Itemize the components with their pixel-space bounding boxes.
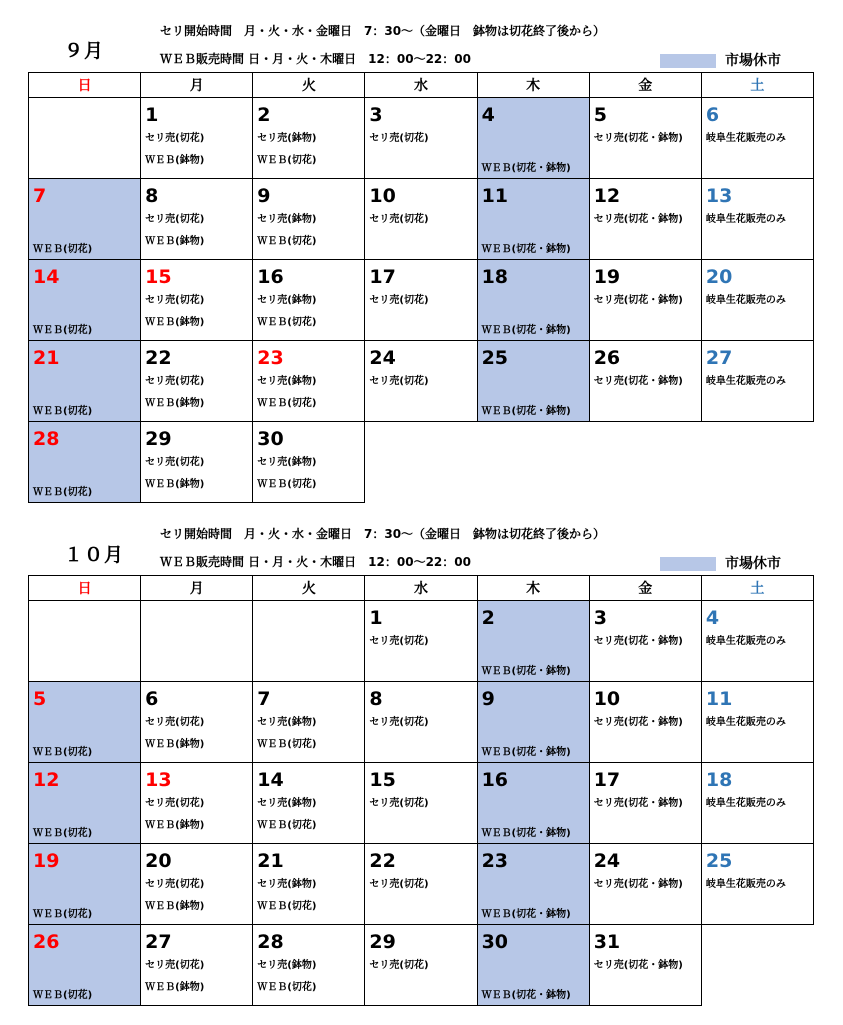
calendar-day (141, 682, 253, 763)
day-web-info: ＷＥＢ(切花) (33, 406, 93, 417)
calendar-week-row (29, 601, 814, 682)
day-web-info: ＷＥＢ(切花) (33, 244, 93, 255)
calendar-day-closed (477, 98, 589, 179)
day-web-info: ＷＥＢ(切花) (257, 982, 317, 993)
calendar-day (701, 682, 813, 763)
weekday-header-row (29, 576, 814, 601)
day-web-info: ＷＥＢ(鉢物) (145, 398, 205, 409)
legend-closed-label: 市場休市 (725, 53, 781, 69)
calendar-day (141, 925, 253, 1006)
day-number: 20 (705, 266, 733, 288)
calendar-day (589, 763, 701, 844)
day-sale-info: セリ売(鉢物) (257, 457, 317, 468)
day-sale-info: セリ売(切花) (369, 717, 429, 728)
day-sale-info: セリ売(切花) (145, 133, 205, 144)
day-number: 29 (369, 931, 396, 953)
day-sale-info: セリ売(切花) (369, 879, 429, 890)
calendar-day (365, 682, 477, 763)
day-sale-info: セリ売(切花・鉢物) (593, 295, 683, 306)
day-sale-info: セリ売(切花) (145, 214, 205, 225)
day-number: 6 (145, 688, 159, 710)
day-web-info: ＷＥＢ(切花・鉢物) (481, 747, 571, 758)
calendar-day (365, 844, 477, 925)
day-web-info: ＷＥＢ(鉢物) (145, 479, 205, 490)
calendar-day (701, 763, 813, 844)
calendar-grid (28, 72, 814, 503)
day-web-info: ＷＥＢ(鉢物) (145, 155, 205, 166)
day-web-info: ＷＥＢ(切花・鉢物) (481, 406, 571, 417)
day-web-info: ＷＥＢ(切花) (33, 909, 93, 920)
calendar-day (589, 844, 701, 925)
calendar-day (589, 341, 701, 422)
weekday-fri: 金 (589, 576, 701, 601)
day-sale-info: セリ売(鉢物) (257, 376, 317, 387)
calendar-day (701, 179, 813, 260)
day-number: 9 (257, 185, 271, 207)
day-number: 22 (369, 850, 396, 872)
calendar-week-row (29, 844, 814, 925)
auction-hours-info: セリ開始時間 月・火・水・金曜日 7：30～（金曜日 鉢物は切花終了後から） (160, 527, 606, 541)
calendar-day (141, 422, 253, 503)
day-number: 15 (145, 266, 172, 288)
day-number: 16 (257, 266, 284, 288)
day-number: 22 (145, 347, 172, 369)
day-number: 5 (593, 104, 607, 126)
calendar-day (701, 341, 813, 422)
calendar-blank-cell (701, 422, 813, 503)
calendar-day-closed (477, 341, 589, 422)
calendar-day (141, 260, 253, 341)
calendar-day (365, 179, 477, 260)
weekday-wed: 水 (365, 73, 477, 98)
day-number: 19 (33, 850, 60, 872)
calendar-day (141, 98, 253, 179)
day-web-info: ＷＥＢ(切花) (257, 479, 317, 490)
calendar-week-row (29, 925, 814, 1006)
calendar-blank-cell (477, 422, 589, 503)
day-sale-info: セリ売(切花) (145, 960, 205, 971)
day-number: 17 (593, 769, 621, 791)
day-number: 21 (257, 850, 284, 872)
day-web-info: ＷＥＢ(切花) (33, 325, 93, 336)
day-sale-info: 岐阜生花販売のみ (705, 798, 786, 809)
day-number: 18 (481, 266, 509, 288)
day-number: 3 (369, 104, 383, 126)
calendar-day-closed (477, 260, 589, 341)
day-sale-info: セリ売(鉢物) (257, 960, 317, 971)
calendar-day (701, 98, 813, 179)
day-number: 13 (705, 185, 733, 207)
calendar-empty-cell (141, 601, 253, 682)
calendar-day-closed (477, 925, 589, 1006)
weekday-thu: 木 (477, 73, 589, 98)
day-sale-info: セリ売(切花) (369, 295, 429, 306)
day-number: 14 (33, 266, 60, 288)
calendar-day (701, 260, 813, 341)
day-number: 11 (705, 688, 733, 710)
day-number: 28 (33, 428, 60, 450)
calendar-week-row (29, 98, 814, 179)
day-sale-info: セリ売(切花) (145, 879, 205, 890)
day-sale-info: 岐阜生花販売のみ (705, 717, 786, 728)
day-web-info: ＷＥＢ(鉢物) (145, 982, 205, 993)
calendar-day (253, 341, 365, 422)
day-number: 14 (257, 769, 284, 791)
calendar-day-closed (29, 341, 141, 422)
month-title: １０月 (64, 544, 125, 566)
day-number: 9 (481, 688, 495, 710)
weekday-sat: 土 (701, 576, 813, 601)
day-sale-info: セリ売(切花) (369, 133, 429, 144)
day-web-info: ＷＥＢ(鉢物) (145, 820, 205, 831)
calendar-day (365, 341, 477, 422)
legend-closed-swatch (660, 54, 716, 68)
day-number: 21 (33, 347, 60, 369)
calendar-week-row (29, 179, 814, 260)
day-number: 2 (481, 607, 495, 629)
calendar-blank-cell (365, 422, 477, 503)
calendar-week-row (29, 341, 814, 422)
day-sale-info: セリ売(切花・鉢物) (593, 214, 683, 225)
calendar-day-closed (477, 682, 589, 763)
web-hours-info: ＷＥＢ販売時間 日・月・火・木曜日 12：00～22：00 (160, 52, 471, 66)
day-web-info: ＷＥＢ(切花) (257, 739, 317, 750)
calendar-day-closed (477, 763, 589, 844)
calendar-day-closed (29, 925, 141, 1006)
day-number: 30 (481, 931, 509, 953)
weekday-mon: 月 (141, 73, 253, 98)
day-sale-info: セリ売(鉢物) (257, 214, 317, 225)
day-web-info: ＷＥＢ(切花) (33, 487, 93, 498)
weekday-wed: 水 (365, 576, 477, 601)
calendar-grid (28, 575, 814, 1006)
day-sale-info: 岐阜生花販売のみ (705, 133, 786, 144)
day-sale-info: セリ売(切花・鉢物) (593, 376, 683, 387)
day-number: 24 (593, 850, 621, 872)
weekday-fri: 金 (589, 73, 701, 98)
calendar-day (141, 763, 253, 844)
day-number: 7 (33, 185, 47, 207)
calendar-week-row (29, 682, 814, 763)
calendar-day (701, 601, 813, 682)
calendar-day-closed (477, 179, 589, 260)
day-number: 17 (369, 266, 396, 288)
day-number: 4 (705, 607, 720, 629)
day-web-info: ＷＥＢ(切花) (257, 317, 317, 328)
weekday-sun: 日 (29, 576, 141, 601)
day-number: 1 (145, 104, 159, 126)
day-number: 20 (145, 850, 172, 872)
day-number: 16 (481, 769, 509, 791)
calendar-day (589, 179, 701, 260)
calendar-day (253, 844, 365, 925)
calendar-day-closed (29, 422, 141, 503)
weekday-sat: 土 (701, 73, 813, 98)
day-sale-info: セリ売(切花) (369, 214, 429, 225)
day-sale-info: 岐阜生花販売のみ (705, 214, 786, 225)
day-number: 12 (593, 185, 621, 207)
calendar-week-row (29, 422, 814, 503)
day-sale-info: セリ売(切花) (145, 717, 205, 728)
web-hours-info: ＷＥＢ販売時間 日・月・火・木曜日 12：00～22：00 (160, 555, 471, 569)
day-web-info: ＷＥＢ(切花・鉢物) (481, 828, 571, 839)
calendar-day-closed (29, 763, 141, 844)
day-number: 2 (257, 104, 271, 126)
weekday-header-row (29, 73, 814, 98)
weekday-sun: 日 (29, 73, 141, 98)
day-number: 1 (369, 607, 383, 629)
day-sale-info: セリ売(鉢物) (257, 879, 317, 890)
day-number: 25 (481, 347, 509, 369)
calendar-day (253, 682, 365, 763)
day-number: 23 (257, 347, 284, 369)
day-web-info: ＷＥＢ(鉢物) (145, 317, 205, 328)
day-number: 23 (481, 850, 509, 872)
day-number: 12 (33, 769, 60, 791)
day-number: 3 (593, 607, 607, 629)
day-sale-info: 岐阜生花販売のみ (705, 376, 786, 387)
calendar-empty-cell (29, 98, 141, 179)
day-sale-info: セリ売(切花) (369, 798, 429, 809)
calendar-day (589, 260, 701, 341)
weekday-tue: 火 (253, 73, 365, 98)
day-number: 27 (145, 931, 172, 953)
day-sale-info: セリ売(切花) (369, 636, 429, 647)
day-sale-info: セリ売(切花) (369, 376, 429, 387)
calendar-day (253, 179, 365, 260)
calendar-day (365, 98, 477, 179)
calendar-blank-cell (701, 925, 813, 1006)
calendar-day (365, 763, 477, 844)
calendar-day (253, 260, 365, 341)
day-sale-info: セリ売(鉢物) (257, 717, 317, 728)
day-number: 29 (145, 428, 172, 450)
day-web-info: ＷＥＢ(切花) (257, 398, 317, 409)
day-sale-info: セリ売(切花・鉢物) (593, 798, 683, 809)
calendar-day (365, 601, 477, 682)
day-number: 28 (257, 931, 284, 953)
calendar-day-closed (29, 844, 141, 925)
day-number: 27 (705, 347, 733, 369)
day-web-info: ＷＥＢ(切花・鉢物) (481, 909, 571, 920)
calendar-day (589, 98, 701, 179)
day-web-info: ＷＥＢ(鉢物) (145, 739, 205, 750)
day-web-info: ＷＥＢ(切花) (33, 747, 93, 758)
weekday-mon: 月 (141, 576, 253, 601)
calendar-day (253, 763, 365, 844)
day-sale-info: 岐阜生花販売のみ (705, 295, 786, 306)
calendar-day (365, 925, 477, 1006)
day-web-info: ＷＥＢ(切花) (33, 828, 93, 839)
day-sale-info: セリ売(切花) (145, 295, 205, 306)
day-sale-info: セリ売(切花・鉢物) (593, 636, 683, 647)
day-number: 15 (369, 769, 396, 791)
calendar-day (141, 179, 253, 260)
day-web-info: ＷＥＢ(切花) (257, 901, 317, 912)
weekday-thu: 木 (477, 576, 589, 601)
day-sale-info: セリ売(切花) (145, 376, 205, 387)
day-web-info: ＷＥＢ(切花・鉢物) (481, 325, 571, 336)
calendar-empty-cell (29, 601, 141, 682)
day-sale-info: 岐阜生花販売のみ (705, 636, 786, 647)
day-number: 8 (145, 185, 159, 207)
legend-closed-swatch (660, 557, 716, 571)
day-sale-info: セリ売(切花・鉢物) (593, 717, 683, 728)
calendar-day (589, 925, 701, 1006)
legend-closed-label: 市場休市 (725, 556, 781, 572)
day-sale-info: セリ売(鉢物) (257, 133, 317, 144)
day-number: 4 (481, 104, 495, 126)
day-number: 19 (593, 266, 621, 288)
day-number: 10 (369, 185, 396, 207)
calendar-day (253, 925, 365, 1006)
day-web-info: ＷＥＢ(切花・鉢物) (481, 163, 571, 174)
day-web-info: ＷＥＢ(切花・鉢物) (481, 244, 571, 255)
weekday-tue: 火 (253, 576, 365, 601)
day-number: 26 (33, 931, 60, 953)
day-sale-info: セリ売(切花・鉢物) (593, 133, 683, 144)
day-sale-info: セリ売(切花) (145, 798, 205, 809)
calendar-week-row (29, 763, 814, 844)
calendar-day (365, 260, 477, 341)
calendar-day (141, 341, 253, 422)
day-number: 31 (593, 931, 621, 953)
day-web-info: ＷＥＢ(鉢物) (145, 901, 205, 912)
calendar-week-row (29, 260, 814, 341)
day-number: 24 (369, 347, 396, 369)
calendar-day-closed (29, 179, 141, 260)
day-number: 8 (369, 688, 383, 710)
day-sale-info: セリ売(切花) (369, 960, 429, 971)
day-number: 26 (593, 347, 621, 369)
calendar-day-closed (29, 260, 141, 341)
day-web-info: ＷＥＢ(切花・鉢物) (481, 990, 571, 1001)
day-number: 30 (257, 428, 284, 450)
day-number: 25 (705, 850, 733, 872)
calendar-day-closed (477, 844, 589, 925)
calendar-blank-cell (589, 422, 701, 503)
calendar-day-closed (29, 682, 141, 763)
day-web-info: ＷＥＢ(切花) (257, 155, 317, 166)
day-number: 10 (593, 688, 621, 710)
day-sale-info: 岐阜生花販売のみ (705, 879, 786, 890)
day-sale-info: セリ売(切花) (145, 457, 205, 468)
calendar-day (589, 601, 701, 682)
calendar-day (141, 844, 253, 925)
day-web-info: ＷＥＢ(切花) (257, 820, 317, 831)
day-number: 5 (33, 688, 47, 710)
day-web-info: ＷＥＢ(切花・鉢物) (481, 666, 571, 677)
day-sale-info: セリ売(切花・鉢物) (593, 879, 683, 890)
day-web-info: ＷＥＢ(切花) (257, 236, 317, 247)
day-sale-info: セリ売(切花・鉢物) (593, 960, 683, 971)
day-web-info: ＷＥＢ(鉢物) (145, 236, 205, 247)
calendar-empty-cell (253, 601, 365, 682)
calendar-day-closed (477, 601, 589, 682)
day-number: 13 (145, 769, 172, 791)
day-number: 7 (257, 688, 271, 710)
day-number: 11 (481, 185, 509, 207)
day-sale-info: セリ売(鉢物) (257, 798, 317, 809)
month-title: ９月 (64, 40, 105, 62)
calendar-day (589, 682, 701, 763)
calendar-day (253, 422, 365, 503)
calendar-day (701, 844, 813, 925)
day-number: 6 (705, 104, 720, 126)
auction-hours-info: セリ開始時間 月・火・水・金曜日 7：30～（金曜日 鉢物は切花終了後から） (160, 24, 606, 38)
day-sale-info: セリ売(鉢物) (257, 295, 317, 306)
calendar-day (253, 98, 365, 179)
day-number: 18 (705, 769, 733, 791)
day-web-info: ＷＥＢ(切花) (33, 990, 93, 1001)
